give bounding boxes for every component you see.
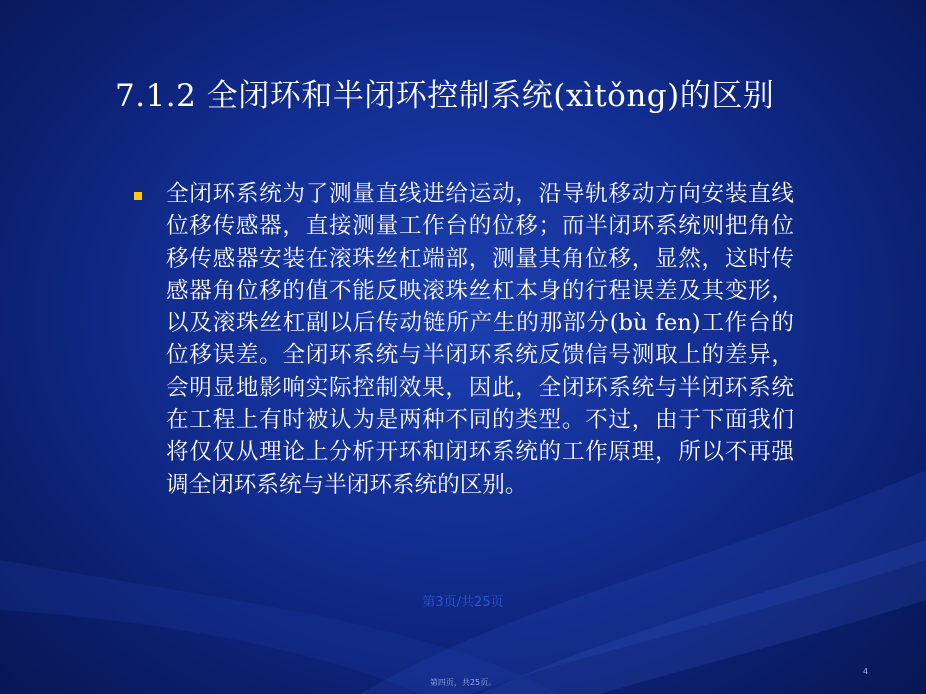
footer-text: 第四页，共25页。 (429, 678, 497, 687)
bullet-square-icon (134, 192, 142, 200)
slide-body-text: 全闭环系统为了测量直线进给运动，沿导轨移动方向安装直线位移传感器，直接测量工作台的位移；而半闭环系统则把角位移传感器安装在滚珠丝杠端部，测量其角位移，显然，这时传感器角位移的值不能反映滚珠丝杠本身的行程误差及其变形，以及滚珠丝杠副以后传动链所产生的那部分(bù fen)工作台的位移误差。全闭环系统与半闭环系统反馈信号测取上的差异，会明显地影响实际控制效果，因此，全闭环系统与半闭环系统在工程上有时被认为是两种不同的类型。不过，由于下面我们将仅仅从理论上分析开环和闭环系统的工作原理，所以不再强调全闭环系统与半闭环系统的区别。 (166, 181, 794, 498)
slide-title: 7.1.2 全闭环和半闭环控制系统(xìtǒng)的区别 (115, 78, 775, 114)
slide-number: 4 (863, 667, 869, 676)
page-counter: 第3页/共25页 (422, 595, 504, 610)
